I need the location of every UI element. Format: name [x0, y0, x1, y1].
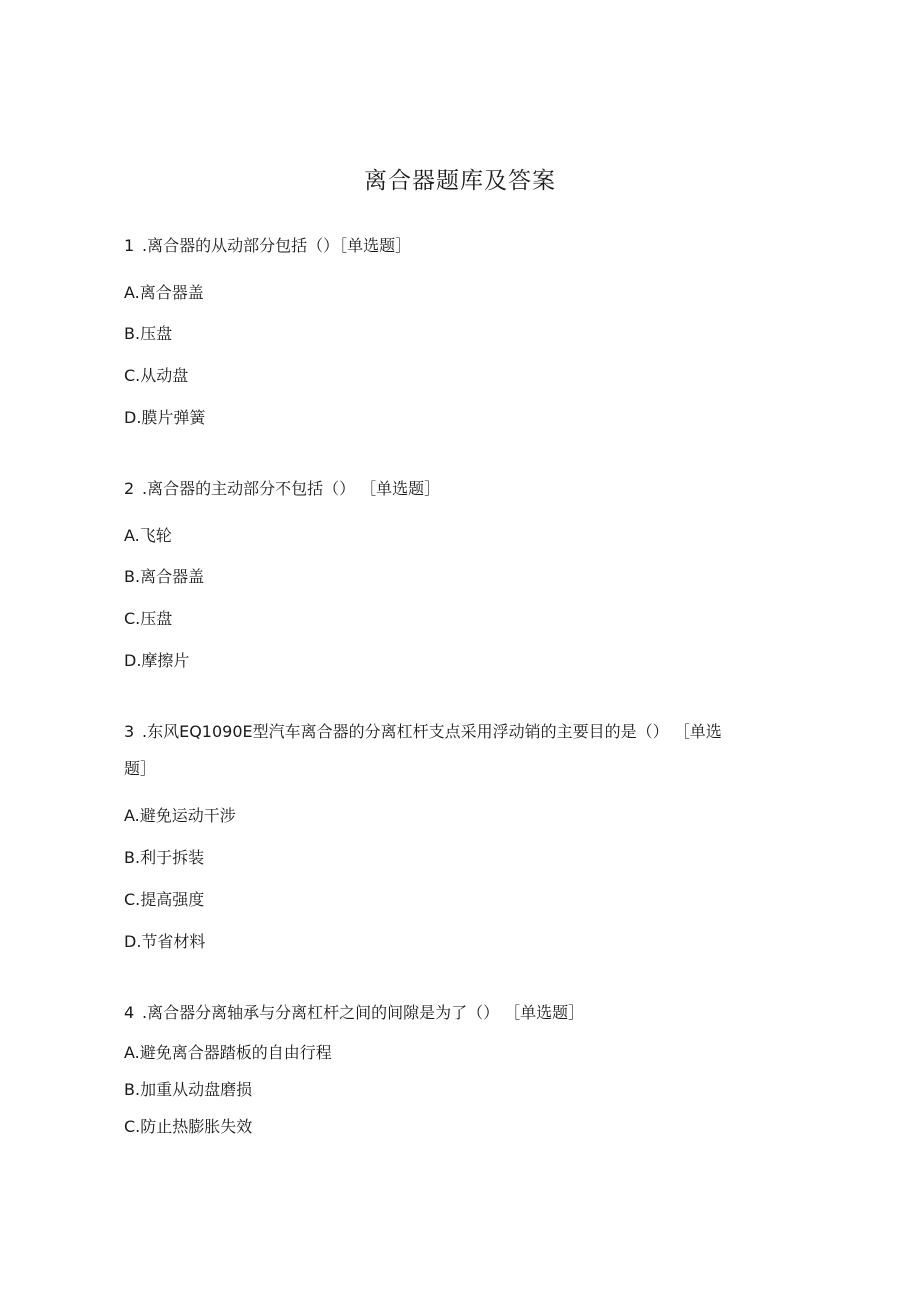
option-item: C.压盘 — [124, 609, 173, 628]
document-title: 离合器题库及答案 — [364, 168, 556, 194]
option-item: B.压盘 — [124, 324, 173, 343]
question-text: .东风EQ1090E型汽车离合器的分离杠杆支点采用浮动销的主要目的是（） ［单选 — [142, 722, 722, 741]
option-item: A.离合器盖 — [124, 283, 204, 302]
option-item: C.从动盘 — [124, 366, 189, 385]
question-2 — [124, 478, 440, 500]
question-text: .离合器分离轴承与分离杠杆之间的间隙是为了（） ［单选题］ — [142, 1003, 585, 1022]
question-1 — [124, 235, 411, 257]
question-3 — [124, 721, 722, 743]
question-number: 1 — [124, 236, 135, 255]
option-item: A.飞轮 — [124, 526, 172, 545]
question-number: 4 — [124, 1003, 135, 1022]
question-text: .离合器的主动部分不包括（） ［单选题］ — [142, 479, 441, 498]
option-item: B.离合器盖 — [124, 567, 205, 586]
option-item: A.避免运动干涉 — [124, 806, 236, 825]
option-item: B.加重从动盘磨损 — [124, 1080, 253, 1099]
question-number: 3 — [124, 722, 135, 741]
option-item: B.利于拆装 — [124, 848, 205, 867]
option-item: C.提高强度 — [124, 890, 205, 909]
question-text-continuation: 题］ — [124, 759, 157, 778]
question-number: 2 — [124, 479, 135, 498]
option-item: D.摩擦片 — [124, 651, 190, 670]
option-item: C.防止热膨胀失效 — [124, 1117, 253, 1136]
question-text: .离合器的从动部分包括（）［单选题］ — [142, 236, 412, 255]
option-item: A.避免离合器踏板的自由行程 — [124, 1043, 332, 1062]
question-4 — [124, 1002, 584, 1024]
option-item: D.膜片弹簧 — [124, 408, 206, 427]
option-item: D.节省材料 — [124, 932, 206, 951]
